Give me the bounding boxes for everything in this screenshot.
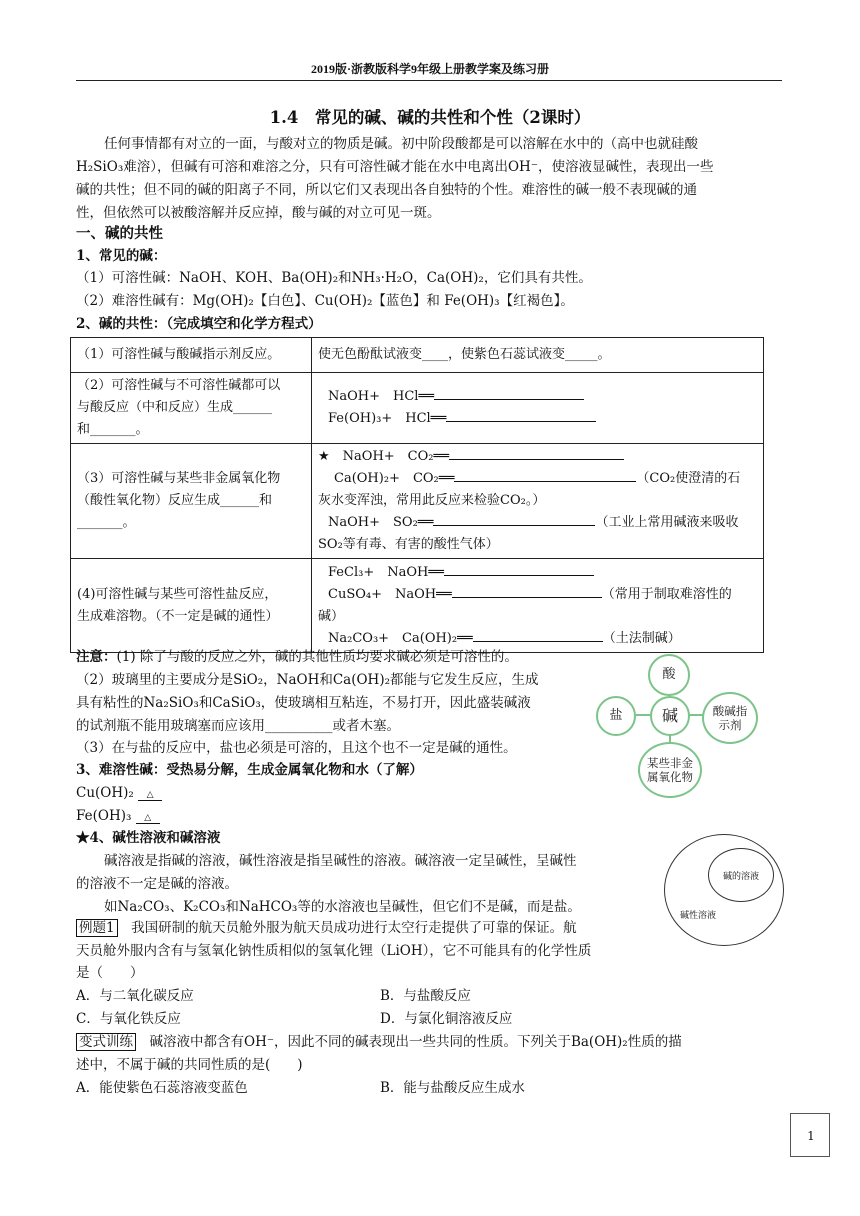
variant-option-a[interactable]: A．能使紫色石蕊溶液变蓝色 bbox=[76, 1080, 248, 1096]
venn-outer-label: 碱性溶液 bbox=[680, 911, 717, 921]
row3-left-text-2: （酸性氧化物）反应生成______和 bbox=[77, 493, 273, 508]
row4-left bbox=[71, 559, 312, 653]
row2-left-text-1: （2）可溶性碱与不可溶性碱都可以 bbox=[77, 378, 281, 393]
example-1-tag: 例题1 bbox=[76, 919, 118, 937]
header-rule bbox=[76, 80, 782, 81]
variant-option-b[interactable]: B．能与盐酸反应生成水 bbox=[380, 1080, 525, 1096]
answer-blank bbox=[433, 512, 595, 526]
row2-left-text-3: 和_______。 bbox=[77, 422, 149, 437]
decomp-eq-cuoh2-text: Cu(OH)₂ bbox=[76, 785, 134, 801]
diagram-node-acid: 酸 bbox=[648, 654, 690, 696]
insoluble-bases-line: （2）难溶性碱有：Mg(OH)₂【白色】、Cu(OH)₂【蓝色】和 Fe(OH)₃【红褐色】。 bbox=[76, 293, 574, 309]
answer-blank bbox=[446, 408, 596, 422]
option-d[interactable]: D．与氯化铜溶液反应 bbox=[380, 1011, 513, 1027]
option-b[interactable]: B．与盐酸反应 bbox=[380, 988, 471, 1004]
page-number: 1 bbox=[807, 1129, 815, 1143]
eq-naoh-hcl-text: NaOH+ HCl══ bbox=[328, 389, 435, 404]
eq-feoh3-hcl bbox=[318, 408, 757, 430]
eq-cuso4-naoh-text: CuSO₄+ NaOH══ bbox=[328, 586, 452, 602]
intro-line-2: H₂SiO₃难溶），但碱有可溶和难溶之分，只有可溶性碱才能在水中电离出OH⁻，使溶液显碱性，表现出一些 bbox=[76, 159, 714, 175]
lesson-title: 1.4 常见的碱、碱的共性和个性（2课时） bbox=[269, 108, 591, 127]
eq-naoh-so2 bbox=[318, 512, 757, 534]
answer-blank bbox=[449, 446, 624, 460]
section-4-p1: 碱溶液是指碱的溶液，碱性溶液是指呈碱性的溶液。碱溶液一定呈碱性，呈碱性 bbox=[104, 853, 577, 869]
example-1-line-1 bbox=[76, 918, 577, 938]
eq-fecl3-naoh bbox=[318, 562, 757, 584]
diagram-node-salt: 盐 bbox=[596, 696, 636, 736]
note-label: 注意： bbox=[76, 649, 117, 665]
eq-naoh-so2-note: （工业上常用碱液来吸收 bbox=[595, 515, 739, 530]
answer-blank bbox=[454, 468, 636, 482]
row2-left bbox=[71, 373, 312, 444]
decomp-eq-cuoh2 bbox=[76, 783, 162, 803]
answer-blank bbox=[434, 386, 584, 400]
insoluble-heading: 3、难溶性碱：受热易分解，生成金属氧化物和水（了解） bbox=[76, 762, 423, 778]
venn-inner-circle: 碱的溶液 bbox=[708, 848, 774, 902]
common-bases-heading: 1、常见的碱： bbox=[76, 248, 167, 264]
option-c[interactable]: C．与氧化铁反应 bbox=[76, 1011, 181, 1027]
row1-right bbox=[312, 338, 764, 373]
note-1-text: (1) 除了与酸的反应之外，碱的其他性质均要求碱必须是可溶性的。 bbox=[116, 649, 518, 665]
diagram-node-nonmetal-oxide: 某些非金属氧化物 bbox=[638, 742, 702, 798]
intro-line-1: 任何事情都有对立的一面，与酸对立的物质是碱。初中阶段酸都是可以溶解在水中的（高中也就硅酸 bbox=[104, 136, 698, 152]
eq-naoh-hcl bbox=[318, 386, 757, 408]
eq-na2co3-caoh2-note: （土法制碱） bbox=[602, 630, 681, 646]
section-4-p2: 如Na₂CO₃、K₂CO₃和NaHCO₃等的水溶液也呈碱性，但它们不是碱，而是盐。 bbox=[104, 899, 581, 915]
row1-left bbox=[71, 338, 312, 373]
diagram-node-base: 碱 bbox=[650, 696, 690, 736]
example-1-line-2: 天员舱外服内含有与氢氧化钠性质相似的氢氧化锂（LiOH），它不可能具有的化学性质 bbox=[76, 943, 592, 959]
answer-blank bbox=[444, 562, 594, 576]
eq-caoh2-co2 bbox=[318, 468, 757, 490]
heat-arrow: △ bbox=[136, 813, 160, 824]
variant-line-2: 述中，不属于碱的共同性质的是( ) bbox=[76, 1057, 303, 1073]
intro-line-4: 性，但依然可以被酸溶解并反应掉，酸与碱的对立可见一斑。 bbox=[76, 205, 441, 221]
note-2c: 的试剂瓶不能用玻璃塞而应该用__________或者木塞。 bbox=[76, 718, 400, 734]
example-1-line-3: 是（ ） bbox=[76, 965, 144, 981]
row4-left-text-1: (4)可溶性碱与某些可溶性盐反应， bbox=[77, 586, 278, 602]
eq-caoh2-co2-note: （CO₂使澄清的石 bbox=[636, 471, 741, 486]
variant-tag: 变式训练 bbox=[76, 1033, 136, 1051]
row3-left-text-1: （3）可溶性碱与某些非金属氧化物 bbox=[77, 471, 281, 486]
decomp-eq-feoh3 bbox=[76, 806, 160, 826]
eq-naoh-co2-text: ★ NaOH+ CO₂══ bbox=[318, 449, 450, 464]
base-concept-diagram bbox=[594, 652, 784, 800]
row1-right-text: 使无色酚酞试液变____，使紫色石蕊试液变_____。 bbox=[318, 347, 611, 362]
answer-blank bbox=[473, 628, 603, 642]
eq-fecl3-naoh-text: FeCl₃+ NaOH══ bbox=[328, 564, 444, 580]
variant-q1: 碱溶液中都含有OH⁻，因此不同的碱表现出一些共同的性质。下列关于Ba(OH)₂性质的描 bbox=[149, 1034, 682, 1050]
note-3: （3）在与盐的反应中，盐也必须是可溶的，且这个也不一定是碱的通性。 bbox=[76, 740, 517, 756]
table-row bbox=[71, 338, 764, 373]
intro-line-3: 碱的共性；但不同的碱的阳离子不同，所以它们又表现出各自独特的个性。难溶性的碱一般不表现碱的通 bbox=[76, 182, 697, 198]
eq-na2co3-caoh2-text: Na₂CO₃+ Ca(OH)₂══ bbox=[328, 630, 473, 646]
page-number-box bbox=[790, 1113, 830, 1157]
heat-arrow: △ bbox=[138, 790, 162, 801]
option-a[interactable]: A．与二氧化碳反应 bbox=[76, 988, 194, 1004]
eq-cuso4-naoh-note: （常用于制取难溶性的 bbox=[601, 586, 732, 602]
section-1-title: 一、碱的共性 bbox=[76, 225, 163, 242]
eq-caoh2-co2-note-cont: 灰水变浑浊，常用此反应来检验CO₂。） bbox=[318, 493, 546, 508]
eq-cuso4-naoh bbox=[318, 584, 757, 606]
row2-right bbox=[312, 373, 764, 444]
example-1-q1: 我国研制的航天员舱外服为航天员成功进行太空行走提供了可靠的保证。航 bbox=[131, 920, 577, 936]
table-row bbox=[71, 373, 764, 444]
section-4-p1b: 的溶液不一定是碱的溶液。 bbox=[76, 876, 238, 892]
note-2a: （2）玻璃里的主要成分是SiO₂，NaOH和Ca(OH)₂都能与它发生反应，生成 bbox=[76, 672, 539, 688]
properties-heading: 2、碱的共性：（完成填空和化学方程式） bbox=[76, 316, 322, 332]
note-1 bbox=[76, 647, 518, 667]
row4-left-text-2: 生成难溶物。（不一定是碱的通性） bbox=[77, 608, 279, 624]
row3-left bbox=[71, 444, 312, 559]
soluble-bases-line: （1）可溶性碱：NaOH、KOH、Ba(OH)₂和NH₃·H₂O，Ca(OH)₂，它们具有共性。 bbox=[76, 270, 592, 286]
table-row bbox=[71, 559, 764, 653]
diagram-node-indicator: 酸碱指示剂 bbox=[702, 692, 758, 744]
decomp-eq-feoh3-text: Fe(OH)₃ bbox=[76, 808, 132, 824]
variant-line-1 bbox=[76, 1032, 682, 1052]
row1-left-text: （1）可溶性碱与酸碱指示剂反应。 bbox=[77, 347, 281, 362]
eq-caoh2-co2-text: Ca(OH)₂+ CO₂══ bbox=[334, 471, 455, 486]
eq-feoh3-hcl-text: Fe(OH)₃+ HCl══ bbox=[328, 411, 447, 426]
eq-naoh-so2-text: NaOH+ SO₂══ bbox=[328, 515, 434, 530]
note-2b: 具有粘性的Na₂SiO₃和CaSiO₃，使玻璃相互粘连，不易打开，因此盛装碱液 bbox=[76, 695, 531, 711]
row3-left-text-3: _______。 bbox=[77, 515, 136, 530]
row3-right bbox=[312, 444, 764, 559]
base-properties-table bbox=[70, 337, 764, 653]
page-header: 2019版·浙教版科学9年级上册教学案及练习册 bbox=[310, 62, 549, 76]
eq-naoh-co2 bbox=[318, 446, 757, 468]
eq-cuso4-naoh-note-cont: 碱） bbox=[318, 608, 345, 624]
eq-naoh-so2-note-cont: SO₂等有毒、有害的酸性气体） bbox=[318, 537, 499, 552]
row2-left-text-2: 与酸反应（中和反应）生成______ bbox=[77, 400, 273, 415]
row4-right bbox=[312, 559, 764, 653]
answer-blank bbox=[452, 584, 602, 598]
table-row bbox=[71, 444, 764, 559]
section-4-heading: ★4、碱性溶液和碱溶液 bbox=[76, 830, 221, 846]
